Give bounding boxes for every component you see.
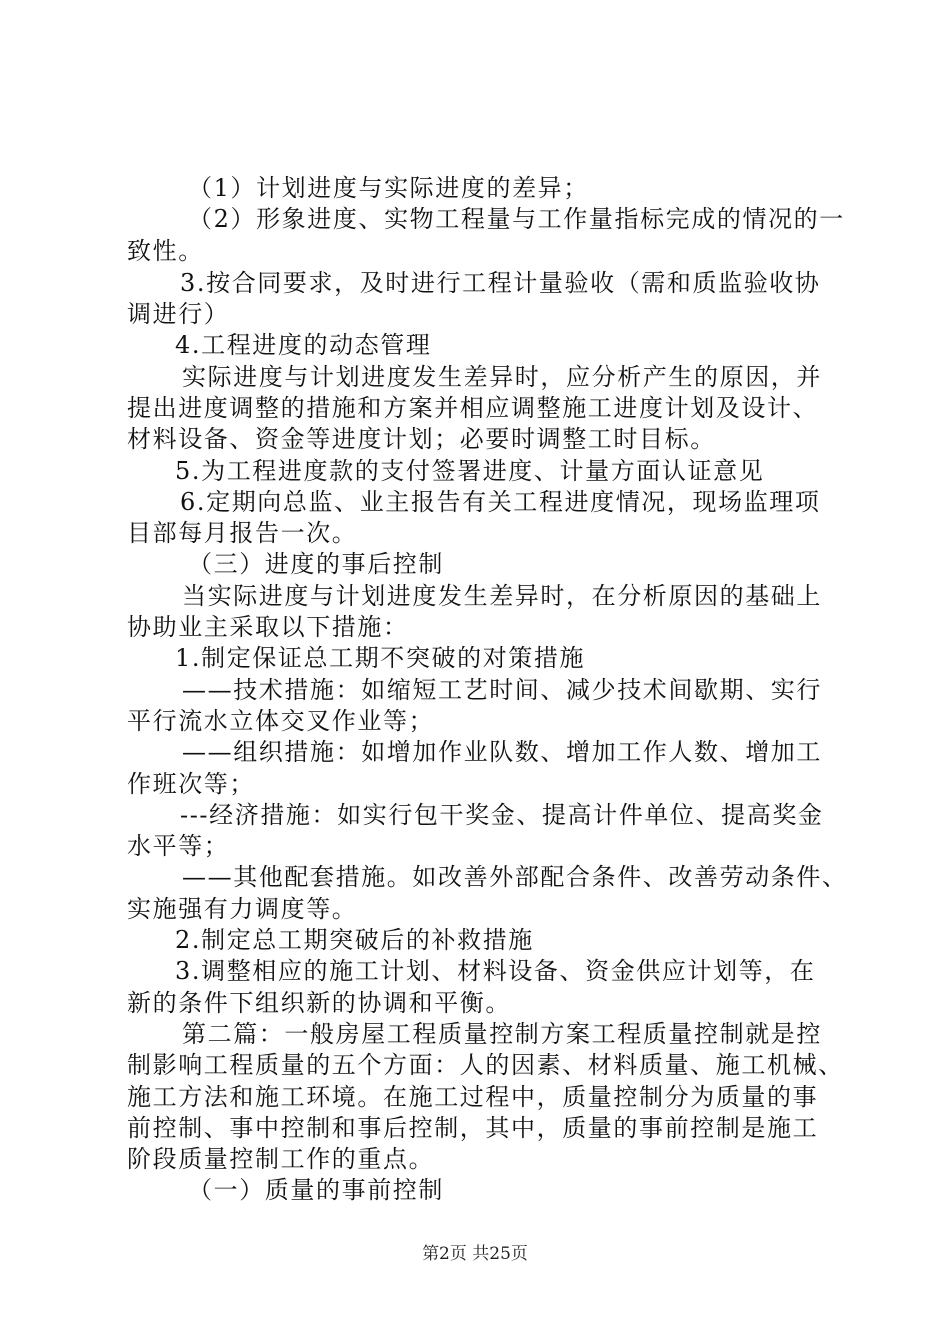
text-line: 3.按合同要求，及时进行工程计量验收（需和质监验收协 — [180, 269, 821, 297]
text-line: 调进行） — [127, 300, 230, 328]
text-line: 实际进度与计划进度发生差异时，应分析产生的原因，并 — [182, 363, 822, 391]
text-line: 材料设备、资金等进度计划；必要时调整工时目标。 — [127, 425, 716, 453]
text-line: 2.制定总工期突破后的补救措施 — [175, 926, 534, 954]
text-line: （1）计划进度与实际进度的差异； — [188, 174, 589, 202]
text-line: ——技术措施：如缩短工艺时间、减少技术间歇期、实行 — [182, 676, 822, 704]
text-line: 1.制定保证总工期不突破的对策措施 — [175, 644, 586, 672]
text-line: 新的条件下组织新的协调和平衡。 — [127, 989, 511, 1017]
text-line: 第二篇：一般房屋工程质量控制方案工程质量控制就是控 — [182, 1020, 822, 1048]
text-line: 制影响工程质量的五个方面：人的因素、材料质量、施工机械、 — [127, 1051, 844, 1079]
text-line: 阶段质量控制工作的重点。 — [127, 1145, 435, 1173]
text-line: 当实际进度与计划进度发生差异时，在分析原因的基础上 — [182, 582, 822, 610]
text-line: ——其他配套措施。如改善外部配合条件、改善劳动条件、 — [182, 863, 848, 891]
text-line: 5.为工程进度款的支付签署进度、计量方面认证意见 — [175, 457, 765, 485]
text-line: 协助业主采取以下措施： — [127, 613, 409, 641]
text-line: ——组织措施：如增加作业队数、增加工作人数、增加工 — [182, 738, 822, 766]
text-line: ---经济措施：如实行包干奖金、提高计件单位、提高奖金 — [180, 801, 824, 829]
text-line: 4.工程进度的动态管理 — [175, 331, 432, 359]
text-line: 6.定期向总监、业主报告有关工程进度情况，现场监理项 — [180, 488, 821, 516]
text-line: 实施强有力调度等。 — [127, 895, 358, 923]
page-number-footer: 第2页 共25页 — [422, 1244, 528, 1264]
section-heading: （三）进度的事后控制 — [188, 550, 444, 578]
section-heading: （一）质量的事前控制 — [188, 1176, 444, 1204]
text-line: 致性。 — [127, 237, 204, 265]
text-line: 提出进度调整的措施和方案并相应调整施工进度计划及设计、 — [127, 394, 819, 422]
text-line: 水平等； — [127, 832, 230, 860]
text-line: 3.调整相应的施工计划、材料设备、资金供应计划等，在 — [175, 957, 816, 985]
text-line: 平行流水立体交叉作业等； — [127, 707, 435, 735]
text-line: 施工方法和施工环境。在施工过程中，质量控制分为质量的事 — [127, 1083, 819, 1111]
text-line: 目部每月报告一次。 — [127, 519, 358, 547]
text-line: （2）形象进度、实物工程量与工作量指标完成的情况的一 — [188, 205, 845, 233]
text-line: 作班次等； — [127, 770, 255, 798]
text-line: 前控制、事中控制和事后控制，其中，质量的事前控制是施工 — [127, 1114, 819, 1142]
